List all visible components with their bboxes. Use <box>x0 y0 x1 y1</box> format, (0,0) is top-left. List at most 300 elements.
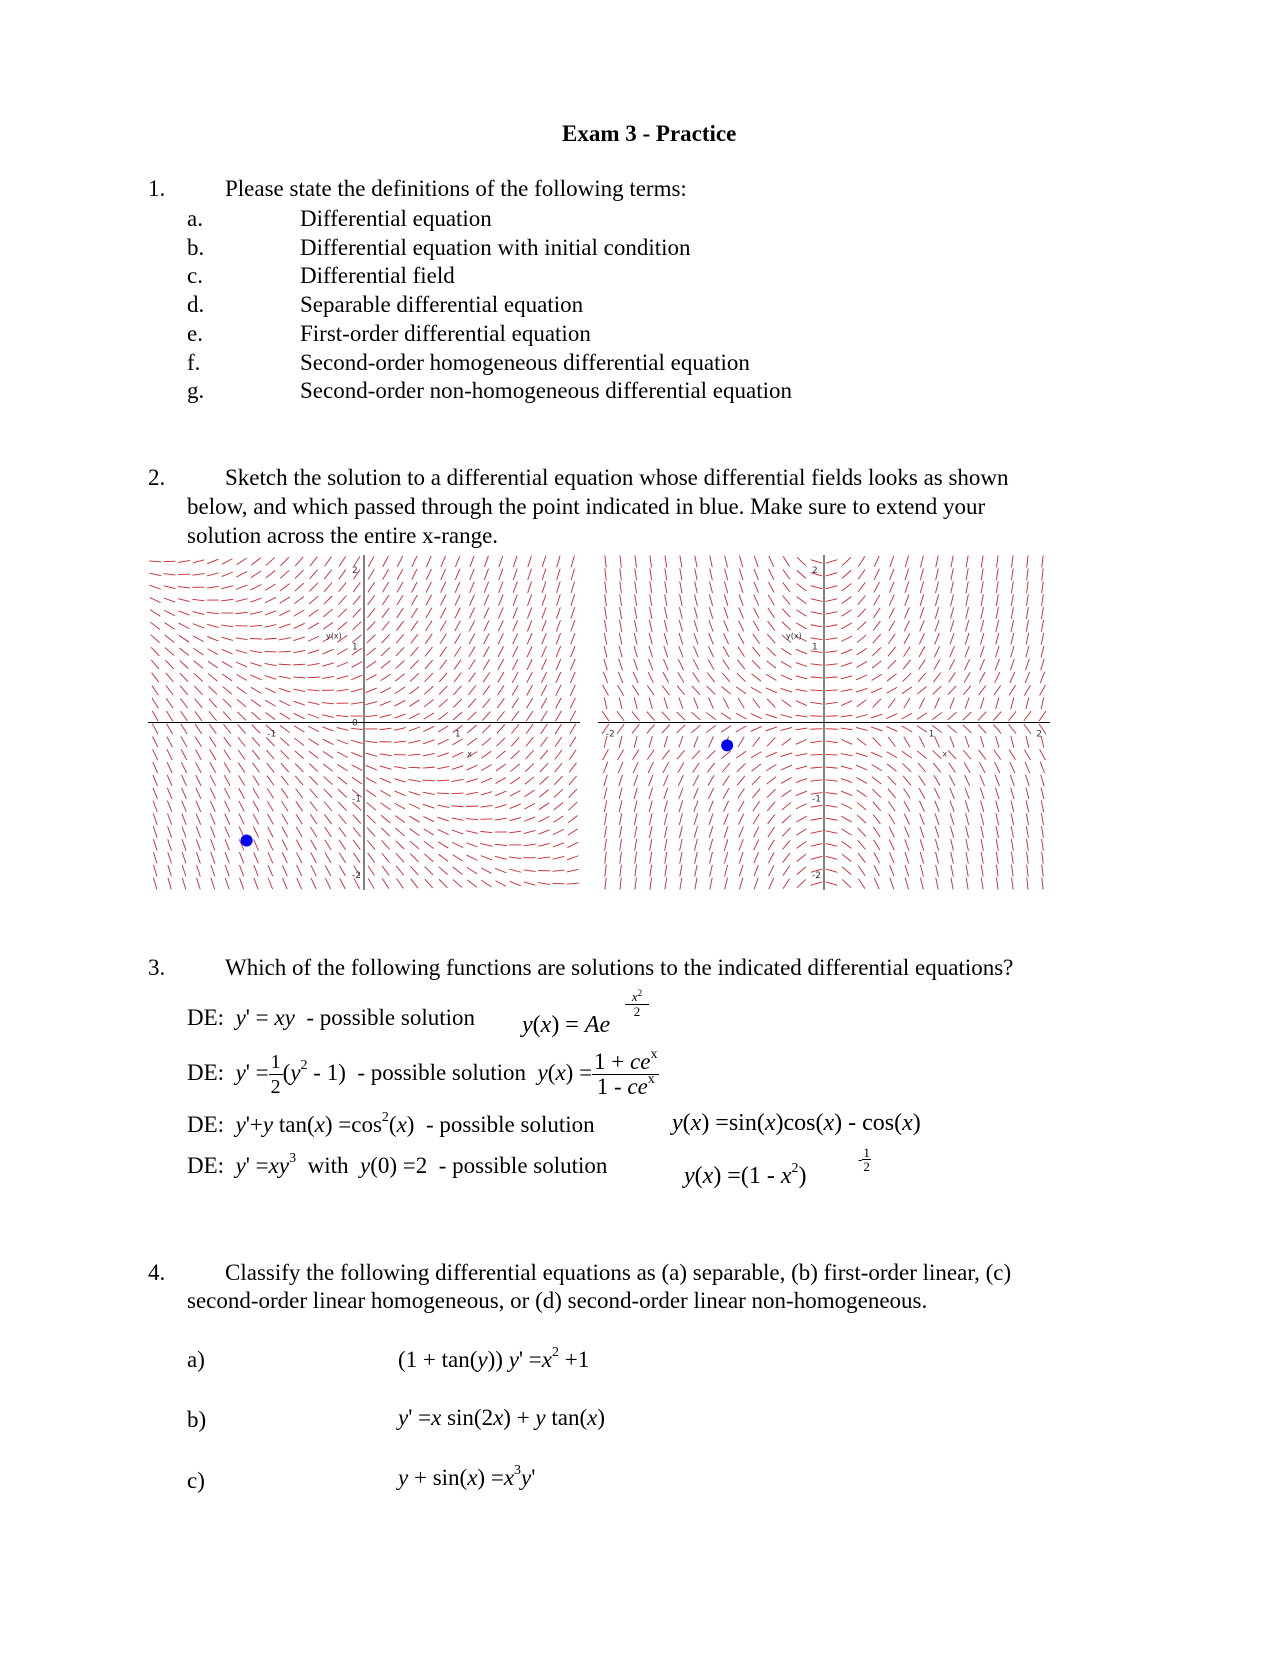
field-arrow <box>253 763 260 773</box>
field-arrow <box>966 568 968 580</box>
q3-row-1: DE: y' = xy - possible solution <box>187 1005 475 1030</box>
field-arrow <box>919 646 925 656</box>
field-arrow <box>1040 762 1044 773</box>
field-arrow <box>918 763 926 772</box>
field-arrow <box>620 581 622 593</box>
field-arrow <box>166 698 173 708</box>
field-arrow <box>936 865 939 877</box>
field-arrow <box>1026 775 1030 786</box>
field-arrow <box>751 726 762 731</box>
field-arrow <box>826 793 838 795</box>
field-arrow <box>225 878 229 889</box>
field-arrow <box>223 699 232 707</box>
field-arrow <box>196 762 202 773</box>
field-arrow <box>664 826 667 838</box>
field-arrow <box>709 620 713 631</box>
field-arrow <box>708 775 714 785</box>
field-arrow <box>411 634 418 644</box>
field-arrow <box>150 610 160 616</box>
field-arrow <box>752 647 760 656</box>
q1-item-letter: d. <box>187 292 205 317</box>
field-arrow <box>979 750 986 760</box>
field-arrow <box>423 817 434 822</box>
field-arrow <box>647 712 655 721</box>
field-arrow <box>225 814 230 825</box>
field-arrow <box>663 672 669 683</box>
field-arrow <box>754 556 758 567</box>
field-arrow <box>222 649 233 654</box>
field-arrow <box>619 800 622 812</box>
field-arrow <box>408 754 420 755</box>
field-arrow <box>796 779 807 783</box>
field-arrow <box>739 826 744 837</box>
field-arrow <box>872 661 881 668</box>
field-arrow <box>890 878 894 889</box>
field-arrow <box>181 711 188 721</box>
field-arrow <box>556 646 561 657</box>
x-tick-label: 1 <box>454 729 461 740</box>
field-arrow <box>1041 775 1044 786</box>
field-arrow <box>511 751 520 759</box>
field-arrow <box>294 597 304 604</box>
field-arrow <box>208 674 217 682</box>
field-arrow <box>664 736 668 747</box>
field-arrow <box>888 737 895 747</box>
field-arrow <box>981 607 984 619</box>
field-arrow <box>889 814 895 824</box>
field-arrow <box>196 826 200 837</box>
field-arrow <box>950 788 955 799</box>
field-arrow <box>527 633 532 644</box>
field-arrow <box>455 634 461 644</box>
field-arrow <box>708 659 714 669</box>
field-arrow <box>648 672 653 683</box>
field-arrow <box>650 865 652 877</box>
field-arrow <box>266 750 274 759</box>
field-arrow <box>842 570 851 578</box>
field-arrow <box>197 865 201 876</box>
q1-item-text: Differential field <box>300 263 455 288</box>
field-arrow <box>308 663 320 665</box>
field-arrow <box>797 841 807 848</box>
field-arrow <box>605 581 607 593</box>
field-arrow <box>857 790 867 797</box>
field-arrow <box>152 711 158 721</box>
field-arrow <box>842 867 851 875</box>
field-arrow <box>540 763 548 772</box>
field-arrow <box>811 818 823 820</box>
q2-line-2: below, and which passed through the point indicated in blue. Make sure to extend your <box>187 494 986 519</box>
field-arrow <box>874 853 880 864</box>
field-arrow <box>919 736 924 747</box>
field-arrow <box>526 698 532 708</box>
field-arrow <box>1011 788 1014 800</box>
field-arrow <box>526 750 534 759</box>
field-arrow <box>1027 581 1029 593</box>
field-arrow <box>936 878 938 890</box>
field-arrow <box>857 622 866 630</box>
field-arrow <box>858 878 864 888</box>
field-arrow <box>221 599 233 600</box>
field-arrow <box>632 750 638 760</box>
field-arrow <box>528 556 532 567</box>
field-arrow <box>902 713 913 719</box>
field-arrow <box>934 788 939 799</box>
field-arrow <box>266 571 276 578</box>
field-arrow <box>635 607 637 619</box>
field-arrow <box>152 685 159 695</box>
field-arrow <box>871 714 882 718</box>
field-arrow <box>512 672 518 682</box>
field-arrow <box>571 633 575 644</box>
field-arrow <box>781 675 792 680</box>
field-arrow <box>949 763 956 773</box>
field-arrow <box>469 646 475 656</box>
field-arrow <box>149 573 161 576</box>
field-arrow <box>635 555 637 567</box>
field-arrow <box>1027 865 1029 877</box>
field-arrow <box>890 865 894 876</box>
field-arrow <box>223 686 232 694</box>
field-arrow <box>367 648 376 656</box>
field-arrow <box>254 878 258 889</box>
field-arrow <box>768 621 775 631</box>
field-arrow <box>810 677 822 678</box>
field-arrow <box>754 839 759 850</box>
field-arrow <box>323 649 334 654</box>
field-arrow <box>411 647 419 656</box>
field-arrow <box>394 714 405 718</box>
field-arrow <box>294 701 305 705</box>
field-arrow <box>484 569 488 580</box>
field-arrow <box>513 594 517 605</box>
field-arrow <box>919 788 925 798</box>
field-arrow <box>677 725 686 733</box>
field-arrow <box>1041 620 1043 632</box>
field-arrow <box>691 725 700 733</box>
field-arrow <box>996 607 998 619</box>
field-arrow <box>395 816 405 823</box>
field-arrow <box>981 852 983 864</box>
field-arrow <box>811 664 823 665</box>
field-arrow <box>324 570 331 579</box>
field-arrow <box>282 801 288 811</box>
field-arrow <box>842 597 852 604</box>
field-arrow <box>164 574 176 575</box>
field-arrow <box>207 586 219 588</box>
field-arrow <box>650 581 652 593</box>
field-arrow <box>796 754 808 756</box>
field-arrow <box>409 816 419 822</box>
field-arrow <box>181 737 187 747</box>
field-arrow <box>811 625 823 627</box>
field-arrow <box>296 789 303 799</box>
field-arrow <box>280 597 290 603</box>
field-arrow <box>994 750 1001 760</box>
field-arrow <box>904 620 909 631</box>
field-arrow <box>768 827 775 837</box>
field-arrow <box>324 776 333 784</box>
field-arrow <box>541 724 548 734</box>
field-arrow <box>841 804 852 809</box>
field-arrow <box>1041 659 1044 670</box>
direction-field-plot-1 <box>148 555 580 890</box>
field-arrow <box>409 792 420 796</box>
field-arrow <box>239 801 244 812</box>
field-arrow <box>605 865 606 877</box>
field-arrow <box>196 852 200 863</box>
field-arrow <box>570 737 576 747</box>
field-arrow <box>904 788 911 798</box>
field-arrow <box>394 779 405 783</box>
field-arrow <box>721 751 730 759</box>
field-arrow <box>980 775 985 786</box>
field-arrow <box>811 586 823 589</box>
field-arrow <box>499 569 503 580</box>
field-arrow <box>397 608 404 618</box>
field-arrow <box>470 556 474 567</box>
field-arrow <box>541 672 546 683</box>
field-arrow <box>194 661 203 669</box>
field-arrow <box>826 767 838 768</box>
field-arrow <box>797 879 806 887</box>
field-arrow <box>438 753 449 757</box>
field-arrow <box>767 661 776 668</box>
field-arrow <box>368 853 375 863</box>
field-arrow <box>338 609 347 617</box>
field-arrow <box>1011 852 1013 864</box>
field-arrow <box>337 764 347 771</box>
field-arrow <box>324 596 333 604</box>
field-arrow <box>709 801 714 812</box>
field-arrow <box>650 878 652 890</box>
field-arrow <box>695 581 698 593</box>
field-arrow <box>207 612 219 614</box>
field-arrow <box>1024 724 1031 734</box>
field-arrow <box>439 686 447 695</box>
field-arrow <box>251 558 260 565</box>
field-arrow <box>858 569 865 579</box>
field-arrow <box>605 555 606 567</box>
field-arrow <box>153 813 157 824</box>
field-arrow <box>296 814 302 824</box>
field-arrow <box>482 751 492 758</box>
field-arrow <box>438 854 448 861</box>
x-tick-label: -1 <box>267 729 277 740</box>
field-arrow <box>524 882 536 885</box>
field-arrow <box>279 676 291 678</box>
field-arrow <box>618 685 624 695</box>
field-arrow <box>679 698 683 709</box>
field-arrow <box>603 762 607 773</box>
field-arrow <box>237 558 247 565</box>
field-arrow <box>395 674 404 681</box>
field-arrow <box>452 842 463 847</box>
field-arrow <box>604 788 607 800</box>
q4-item-c-equation: $y + \sin(x) =x^3y'$ <box>398 1463 536 1490</box>
field-arrow <box>367 840 375 849</box>
field-arrow <box>710 581 713 593</box>
field-arrow <box>889 839 894 850</box>
q4-item-b-equation: y' =x sin(2x) + y tan(x) <box>398 1405 606 1430</box>
field-arrow <box>996 800 999 812</box>
field-arrow <box>842 583 851 590</box>
field-arrow <box>635 826 637 838</box>
field-arrow <box>603 685 609 696</box>
field-arrow <box>512 711 519 721</box>
field-arrow <box>797 570 806 578</box>
field-arrow <box>1039 711 1046 721</box>
field-arrow <box>409 700 419 706</box>
x-axis-label: x <box>942 749 948 759</box>
field-arrow <box>339 865 345 875</box>
field-arrow <box>996 594 998 606</box>
field-arrow <box>236 572 247 578</box>
field-arrow <box>619 736 622 748</box>
field-arrow <box>196 814 201 825</box>
field-arrow <box>1042 555 1043 567</box>
q3-row-1-solution: y(x) = Ae <box>522 1012 611 1038</box>
field-arrow <box>694 594 697 606</box>
field-arrow <box>678 762 684 772</box>
field-arrow <box>210 775 216 786</box>
field-arrow <box>167 788 172 799</box>
field-arrow <box>453 867 463 874</box>
field-arrow <box>604 620 606 632</box>
field-arrow <box>296 801 303 811</box>
field-arrow <box>966 826 969 838</box>
field-arrow <box>440 608 446 619</box>
field-arrow <box>965 736 969 747</box>
field-arrow <box>556 659 561 670</box>
field-arrow <box>294 738 304 745</box>
field-arrow <box>753 827 759 838</box>
field-arrow <box>236 612 248 613</box>
field-arrow <box>903 763 912 771</box>
field-arrow <box>966 581 968 593</box>
field-arrow <box>724 801 729 812</box>
field-arrow <box>950 736 954 747</box>
field-arrow <box>980 646 984 657</box>
field-arrow <box>193 611 205 614</box>
field-arrow <box>936 556 938 568</box>
field-arrow <box>483 672 490 682</box>
field-arrow <box>1040 749 1046 760</box>
field-arrow <box>441 595 446 606</box>
field-arrow <box>634 775 638 786</box>
field-arrow <box>311 840 317 850</box>
q1-item-text: Second-order homogeneous differential equation <box>300 350 750 375</box>
field-arrow <box>568 802 577 810</box>
field-arrow <box>281 763 289 772</box>
field-arrow <box>1025 672 1030 683</box>
field-arrow <box>497 698 504 708</box>
field-arrow <box>279 701 290 706</box>
field-arrow <box>905 839 909 850</box>
field-arrow <box>267 788 273 798</box>
field-arrow <box>887 687 897 693</box>
field-arrow <box>710 568 713 580</box>
field-arrow <box>679 788 683 799</box>
field-arrow <box>196 788 201 799</box>
field-arrow <box>619 633 622 645</box>
field-arrow <box>224 775 230 785</box>
field-arrow <box>495 868 506 872</box>
field-arrow <box>635 865 637 877</box>
field-arrow <box>455 569 460 580</box>
field-arrow <box>238 737 245 746</box>
field-arrow <box>268 814 274 825</box>
field-arrow <box>553 843 564 847</box>
field-arrow <box>932 712 942 719</box>
field-arrow <box>1012 865 1014 877</box>
field-arrow <box>978 725 986 734</box>
field-arrow <box>826 625 838 627</box>
field-arrow <box>856 662 866 668</box>
field-arrow <box>981 813 984 825</box>
field-arrow <box>453 855 463 861</box>
field-arrow <box>781 715 793 718</box>
field-arrow <box>767 647 776 655</box>
field-arrow <box>768 608 775 618</box>
field-arrow <box>209 724 216 734</box>
field-arrow <box>873 699 881 708</box>
field-arrow <box>570 672 575 683</box>
field-arrow <box>498 659 504 669</box>
field-arrow <box>367 815 376 823</box>
field-arrow <box>280 570 289 578</box>
field-arrow <box>571 581 575 592</box>
field-arrow <box>167 762 172 773</box>
field-arrow <box>647 724 655 733</box>
field-arrow <box>511 724 519 733</box>
q1-number: 1. <box>148 176 166 201</box>
field-arrow <box>555 711 561 721</box>
field-arrow <box>796 804 807 809</box>
field-arrow <box>540 776 549 784</box>
field-arrow <box>524 870 536 872</box>
field-arrow <box>634 788 637 800</box>
field-arrow <box>708 646 713 657</box>
field-arrow <box>570 711 576 722</box>
field-arrow <box>781 790 791 797</box>
field-arrow <box>633 672 638 683</box>
y-tick-label: 0 <box>352 718 358 729</box>
field-arrow <box>484 582 488 593</box>
field-arrow <box>164 598 175 602</box>
field-arrow <box>1012 568 1014 580</box>
field-arrow <box>995 788 999 799</box>
field-arrow <box>796 816 806 822</box>
field-arrow <box>239 788 245 799</box>
field-arrow <box>469 621 474 632</box>
field-arrow <box>662 712 670 721</box>
q2-line-3: solution across the entire x-range. <box>187 523 499 548</box>
field-arrow <box>153 852 157 863</box>
field-arrow <box>367 621 375 630</box>
field-arrow <box>340 878 346 889</box>
field-arrow <box>935 736 940 747</box>
field-arrow <box>440 634 446 644</box>
field-arrow <box>826 599 838 602</box>
field-arrow <box>452 806 464 807</box>
field-arrow <box>196 839 200 850</box>
field-arrow <box>410 866 418 875</box>
q1-item-text: Differential equation with initial condition <box>300 235 691 260</box>
q1-prompt: Please state the definitions of the following terms: <box>225 176 687 201</box>
field-arrow <box>222 674 232 681</box>
field-arrow <box>268 878 272 889</box>
